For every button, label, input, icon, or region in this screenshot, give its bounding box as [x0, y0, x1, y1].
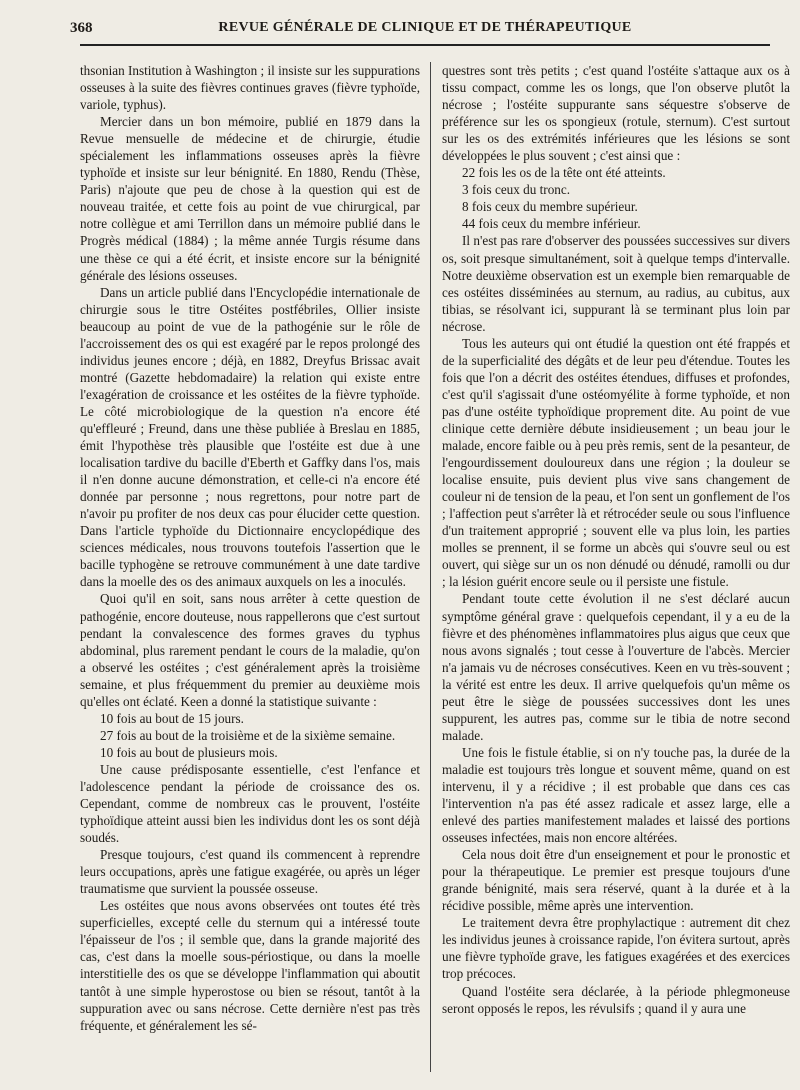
paragraph: Une cause prédisposante essentielle, c'est l'enfance et l'adolescence pendant la période de croissance des os. Cependant, comme de nombreux cas le prouvent, l'ostéite typhoïdique atteint aussi bien les individus dont les os sont déjà soudés.	[80, 761, 420, 846]
paragraph: Une fois le fistule établie, si on n'y touche pas, la durée de la maladie est toujours très longue et souvent même, quand on est intervenu, il y a récidive ; il est probable que dans ces cas l'intervention n'a pas été assez radicale et assez large, elle a enlevé des parties manifestement malades et laissé des portions osseuses infectées, mais non encore altérées.	[442, 744, 790, 846]
paragraph: questres sont très petits ; c'est quand l'ostéite s'attaque aux os à tissu compact, comme les os longs, que l'on observe plutôt la nécrose ; l'ostéite suppurante sans séquestre s'observe de préférence sur les os spongieux (rotule, sternum). C'est surtout sur les os des extrémités inférieures que les lésions se sont développées le plus souvent ; c'est ainsi que :	[442, 63, 790, 164]
running-title: REVUE GÉNÉRALE DE CLINIQUE ET DE THÉRAPEUTIQUE	[218, 20, 632, 35]
header-rule	[80, 44, 770, 46]
paragraph: thsonian Institution à Washington ; il insiste sur les suppurations osseuses à la suite des fièvres continues graves (fièvre typhoïde, variole, typhus).	[80, 63, 420, 113]
paragraph: Mercier dans un bon mémoire, publié en 1879 dans la Revue mensuelle de médecine et de chirurgie, étudie spécialement les inflammations osseuses après la fièvre typhoïde et insiste sur leur bénignité. En 1880, Rendu (Thèse, Paris) n'ajoute que peu de chose à la question qui est de nouveau traitée, et cette fois au point de vue chirurgical, par notre collègue et ami Terrillon dans un mémoire publié dans le Progrès médical (1884) ; la même année Turgis résume dans une thèse ce qui a été écrit, et insiste encore sur la bénignité générale des lésions osseuses.	[80, 114, 420, 283]
paragraph: Quand l'ostéite sera déclarée, à la période phlegmoneuse seront opposés le repos, les révulsifs ; quand il y aura une	[442, 983, 790, 1016]
column-divider	[430, 62, 431, 1072]
paragraph: Les ostéites que nous avons observées ont toutes été très superficielles, excepté celle du sternum qui a intéressé toute l'épaisseur de l'os ; il semble que, dans la grande majorité des cas, c'est dans la moelle sous-périostique, ou dans la moelle interstitielle des os que se développe l'inflammation qui aboutit tantôt à une simple hyperostose ou bien se résout, tantôt à la suppuration avec ou sans nécrose. Cette dernière n'est pas très fréquente, et généralement les sé-	[80, 898, 420, 1033]
paragraph: Quoi qu'il en soit, sans nous arrêter à cette question de pathogénie, encore douteuse, nous rappellerons que c'est surtout pendant la convalescence des formes graves du typhus abdominal, plus rarement pendant le cours de la maladie, qu'on a observé les ostéites ; c'est généralement après la troisième semaine, et plus fréquemment du premier au deuxième mois qu'elles ont éclaté. Keen a donné la statistique suivante :	[80, 591, 420, 709]
paragraph: Cela nous doit être d'un enseignement et pour le pronostic et pour la thérapeutique. Le premier est presque toujours d'une grande bénignité, mais sera réservé, quant à la durée et à la récidive possible, même après une intervention.	[442, 847, 790, 914]
statistic-line: 3 fois ceux du tronc.	[462, 182, 571, 198]
paragraph: Presque toujours, c'est quand ils commencent à reprendre leurs occupations, après une fatigue exagérée, ou après un léger traumatisme que survient la poussée osseuse.	[80, 847, 420, 897]
statistic-line: 10 fois au bout de 15 jours.	[100, 710, 244, 726]
paragraph: Le traitement devra être prophylactique : autrement dit chez les individus jeunes à croissance rapide, l'on évitera surtout, après une fièvre typhoïde grave, les fatigues exagérées et des exercices trop précoces.	[442, 915, 790, 982]
statistic-line: 27 fois au bout de la troisième et de la sixième semaine.	[100, 727, 396, 743]
left-column	[80, 62, 420, 1034]
paragraph: Pendant toute cette évolution il ne s'est déclaré aucun symptôme général grave : quelquefois cependant, il y a eu de la fièvre et des phénomènes inflammatoires plus aigus que ceux que nous avons signalés ; tout cesse à l'ouverture de l'abcès. Mercier n'a jamais vu de nécroses consécutives. Keen en vu très-souvent ; la vérité est entre les deux. Il arrive quelquefois qu'un même os peut être le siège de poussées successives dont les unes suppurent, les autres pas, comme sur le tibia de notre second malade.	[442, 591, 790, 743]
page-number: 368	[70, 20, 93, 36]
paragraph: Dans un article publié dans l'Encyclopédie internationale de chirurgie sous le titre Ostéites postfébriles, Ollier insiste beaucoup au point de vue de la pathogénie sur le rôle de l'accroissement des os qui est exagéré par le repos prolongé des individus jeunes encore ; déjà, en 1882, Dreyfus Brissac avait montré (Gazette hebdomadaire) la relation qui existe entre l'exagération de croissance et les ostéites de la fièvre typhoïde. Le côté microbiologique de la question n'a encore été qu'effleuré ; Freund, dans une thèse publiée à Breslau en 1885, émit l'hypothèse très plausible que l'ostéite est due à une localisation tardive du bacille d'Eberth et Gaffky dans l'os, mais il n'en donne aucune démonstration, et celle-ci n'a encore été donnée par personne ; nous regrettons, pour notre part de n'avoir pu profiter de nos deux cas pour élucider cette question. Dans l'article typhoïde du Dictionnaire encyclopédique des sciences médicales, nous trouvons toutefois l'assertion que le bacille typhogène se retrouve communément à une date tardive dans la moelle des os des animaux auxquels on les a inoculés.	[80, 284, 420, 590]
page-header	[70, 20, 780, 42]
statistic-line: 8 fois ceux du membre supérieur.	[462, 199, 638, 215]
right-column	[442, 62, 790, 1017]
paragraph: Il n'est pas rare d'observer des poussées successives sur divers os, soit presque simultanément, soit à quelque temps d'intervalle. Notre deuxième observation est un exemple bien remarquable de ces ostéites disséminées au sternum, au radius, au cubitus, aux tibias, se résolvant ici, suppurant là se terminant plus loin par nécrose.	[442, 233, 790, 334]
statistic-line: 10 fois au bout de plusieurs mois.	[100, 744, 278, 760]
paragraph: Tous les auteurs qui ont étudié la question ont été frappés et de la superficialité des dégâts et de leur peu d'étendue. Toutes les fois que l'on a décrit des ostéites étendues, diffuses et profondes, c'est qu'il s'agissait d'une ostéomyélite à forme typhoïde, et non pas d'une ostéite typhoïdique proprement dite. Au point de vue clinique cette dernière débute insidieusement ; un beau jour le malade, encore faible ou à peu près remis, sent de la pesanteur, de l'engourdissement douloureux dans une région ; la douleur se localise ensuite, puis devient plus vive sans changement de couleur ni de tension de la peau, et l'on sent un gonflement de l'os ; l'affection peut s'arrêter là et rétrocéder seule ou sous l'influence d'un traitement approprié ; souvent elle va plus loin, les parties molles se prennent, il se forme un abcès qui s'ouvre seul ou est ouvert, qui siège sur un os non dénudé ou dénudé, ramolli ou dur ; la lésion guérit encore seule ou il persiste une fistule.	[442, 335, 790, 590]
statistic-line: 22 fois les os de la tête ont été atteints.	[462, 165, 666, 181]
statistic-line: 44 fois ceux du membre inférieur.	[462, 216, 641, 232]
